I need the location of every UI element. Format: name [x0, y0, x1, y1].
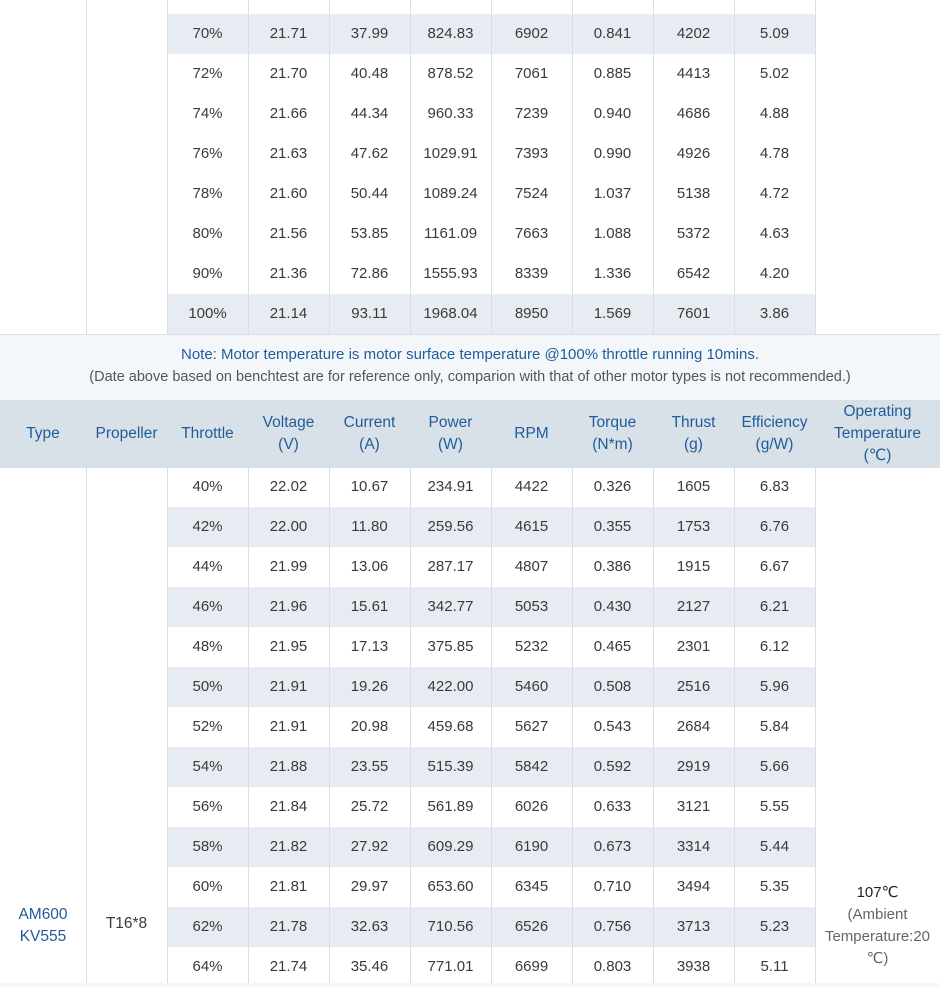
cell-voltage: 21.78 — [269, 918, 308, 935]
cell-throttle: 78% — [192, 185, 223, 202]
cell-thrust: 3121 — [676, 798, 711, 815]
cell-thrust: 1753 — [676, 518, 711, 535]
cell-thrust: 4202 — [676, 25, 711, 42]
cell-throttle: 64% — [192, 958, 223, 975]
cell-throttle: 80% — [192, 225, 223, 242]
cell-power: 653.60 — [427, 878, 474, 895]
cell-torque: 1.569 — [593, 305, 632, 322]
cell-current: 53.85 — [350, 225, 389, 242]
cell-throttle: 54% — [192, 758, 223, 775]
cell-rpm: 4807 — [514, 558, 549, 575]
cell-current: 29.97 — [350, 878, 389, 895]
cell-voltage: 21.88 — [269, 758, 308, 775]
cell-voltage: 21.74 — [269, 958, 308, 975]
cell-efficiency: 5.35 — [759, 878, 790, 895]
cell-voltage: 21.99 — [269, 558, 308, 575]
cell-thrust: 4686 — [676, 105, 711, 122]
cell-power: 375.85 — [427, 638, 474, 655]
cell-thrust: 3314 — [676, 838, 711, 855]
cell-power: 1968.04 — [423, 305, 478, 322]
column-divider — [491, 0, 492, 334]
cell-power: 1555.93 — [423, 265, 478, 282]
cell-voltage: 21.82 — [269, 838, 308, 855]
cell-throttle: 46% — [192, 598, 223, 615]
cell-power: 287.17 — [427, 558, 474, 575]
cell-current: 32.63 — [350, 918, 389, 935]
cell-efficiency: 5.84 — [759, 718, 790, 735]
cell-thrust: 5138 — [676, 185, 711, 202]
cell-voltage: 21.96 — [269, 598, 308, 615]
cell-voltage: 22.02 — [269, 478, 308, 495]
cell-throttle: 100% — [188, 305, 227, 322]
cell-thrust: 6542 — [676, 265, 711, 282]
column-divider — [815, 0, 816, 334]
cell-throttle: 48% — [192, 638, 223, 655]
cell-power: 515.39 — [427, 758, 474, 775]
cell-torque: 0.803 — [593, 958, 632, 975]
cell-current: 35.46 — [350, 958, 389, 975]
header-current: Current (A) — [343, 414, 396, 453]
cell-current: 50.44 — [350, 185, 389, 202]
cell-current: 19.26 — [350, 678, 389, 695]
motor-type-cell: AM600 KV555 — [18, 906, 68, 945]
cell-efficiency: 5.02 — [759, 65, 790, 82]
cell-current: 40.48 — [350, 65, 389, 82]
cell-power: 1089.24 — [423, 185, 478, 202]
cell-power: 960.33 — [427, 105, 474, 122]
cell-torque: 0.673 — [593, 838, 632, 855]
cell-efficiency: 4.63 — [759, 225, 790, 242]
column-divider — [329, 0, 330, 334]
cell-efficiency: 4.88 — [759, 105, 790, 122]
cell-efficiency: 5.44 — [759, 838, 790, 855]
cell-efficiency: 6.76 — [759, 518, 790, 535]
cell-power: 878.52 — [427, 65, 474, 82]
cell-thrust: 2516 — [676, 678, 711, 695]
header-throttle: Throttle — [181, 425, 234, 442]
cell-thrust: 2919 — [676, 758, 711, 775]
cell-power: 1029.91 — [423, 145, 478, 162]
cell-efficiency: 6.67 — [759, 558, 790, 575]
cell-thrust: 2127 — [676, 598, 711, 615]
cell-throttle: 42% — [192, 518, 223, 535]
table-header — [0, 401, 940, 467]
column-divider — [248, 0, 249, 334]
cell-torque: 0.710 — [593, 878, 632, 895]
cell-torque: 0.326 — [593, 478, 632, 495]
cell-torque: 1.088 — [593, 225, 632, 242]
column-divider — [410, 0, 411, 334]
cell-voltage: 21.81 — [269, 878, 308, 895]
cell-torque: 1.336 — [593, 265, 632, 282]
cell-torque: 0.633 — [593, 798, 632, 815]
column-divider — [410, 467, 411, 983]
cell-voltage: 21.66 — [269, 105, 308, 122]
cell-current: 93.11 — [351, 305, 388, 322]
cell-torque: 0.592 — [593, 758, 632, 775]
cell-torque: 0.885 — [593, 65, 632, 82]
header-type: Type — [26, 425, 60, 442]
cell-rpm: 7061 — [514, 65, 549, 82]
cell-rpm: 7393 — [514, 145, 549, 162]
cell-power: 1161.09 — [423, 225, 478, 242]
cell-efficiency: 5.11 — [760, 958, 789, 975]
cell-efficiency: 5.96 — [759, 678, 790, 695]
cell-power: 771.01 — [427, 958, 474, 975]
cell-current: 37.99 — [350, 25, 389, 42]
cell-torque: 0.841 — [593, 25, 632, 42]
cell-throttle: 62% — [192, 918, 223, 935]
cell-torque: 0.386 — [593, 558, 632, 575]
cell-rpm: 4422 — [514, 478, 549, 495]
cell-torque: 0.465 — [593, 638, 632, 655]
cell-efficiency: 6.21 — [759, 598, 790, 615]
propeller-cell: T16*8 — [105, 915, 148, 932]
column-divider — [572, 0, 573, 334]
cell-current: 27.92 — [350, 838, 389, 855]
cell-voltage: 21.36 — [269, 265, 308, 282]
cell-thrust: 1605 — [676, 478, 711, 495]
cell-throttle: 74% — [192, 105, 223, 122]
cell-current: 20.98 — [350, 718, 389, 735]
cell-power: 422.00 — [427, 678, 474, 695]
cell-rpm: 7663 — [514, 225, 549, 242]
cell-throttle: 52% — [192, 718, 223, 735]
note-temperature: Note: Motor temperature is motor surface temperature @100% throttle running 10mins. — [181, 346, 759, 363]
cell-torque: 0.508 — [593, 678, 632, 695]
cell-power: 824.83 — [427, 25, 474, 42]
cell-throttle: 90% — [192, 265, 223, 282]
cell-torque: 0.940 — [593, 105, 632, 122]
cell-efficiency: 3.86 — [759, 305, 790, 322]
cell-torque: 0.355 — [593, 518, 632, 535]
column-divider — [653, 0, 654, 334]
cell-torque: 0.990 — [593, 145, 632, 162]
cell-rpm: 6026 — [514, 798, 549, 815]
cell-voltage: 21.56 — [269, 225, 308, 242]
cell-throttle: 58% — [192, 838, 223, 855]
cell-rpm: 6526 — [514, 918, 549, 935]
divider-top-table-end — [0, 334, 940, 335]
cell-rpm: 4615 — [514, 518, 549, 535]
cell-rpm: 8339 — [514, 265, 549, 282]
cell-rpm: 6902 — [514, 25, 549, 42]
cell-voltage: 22.00 — [269, 518, 308, 535]
column-divider — [815, 467, 816, 983]
cell-thrust: 2301 — [676, 638, 711, 655]
cell-current: 23.55 — [350, 758, 389, 775]
cell-thrust: 3713 — [676, 918, 711, 935]
operating-temperature-cell: 107℃ (Ambient Temperature:20 ℃) — [824, 884, 931, 967]
cell-thrust: 4926 — [676, 145, 711, 162]
cell-rpm: 6190 — [514, 838, 549, 855]
cell-current: 17.13 — [350, 638, 389, 655]
cell-throttle: 72% — [192, 65, 223, 82]
cell-thrust: 5372 — [676, 225, 711, 242]
cell-rpm: 7524 — [514, 185, 549, 202]
cell-power: 710.56 — [427, 918, 474, 935]
cell-thrust: 2684 — [676, 718, 711, 735]
cell-power: 609.29 — [427, 838, 474, 855]
cell-voltage: 21.70 — [269, 65, 308, 82]
column-divider — [167, 467, 168, 983]
cell-efficiency: 5.66 — [759, 758, 790, 775]
divider-header-bottom — [0, 467, 940, 468]
cell-rpm: 6699 — [514, 958, 549, 975]
cell-torque: 0.756 — [593, 918, 632, 935]
cell-efficiency: 6.83 — [759, 478, 790, 495]
cell-voltage: 21.95 — [269, 638, 308, 655]
header-propeller: Propeller — [95, 425, 158, 442]
cell-thrust: 7601 — [676, 305, 711, 322]
cell-throttle: 56% — [192, 798, 223, 815]
cell-power: 342.77 — [427, 598, 474, 615]
cell-rpm: 7239 — [514, 105, 549, 122]
cell-current: 47.62 — [350, 145, 389, 162]
cell-efficiency: 5.23 — [759, 918, 790, 935]
cell-thrust: 4413 — [676, 65, 711, 82]
cell-throttle: 70% — [192, 25, 223, 42]
cell-power: 459.68 — [427, 718, 474, 735]
cell-efficiency: 4.20 — [759, 265, 790, 282]
cell-rpm: 5842 — [514, 758, 549, 775]
cell-rpm: 5627 — [514, 718, 549, 735]
cell-power: 234.91 — [427, 478, 474, 495]
cell-rpm: 5053 — [514, 598, 549, 615]
cell-torque: 0.543 — [593, 718, 632, 735]
note-disclaimer: (Date above based on benchtest are for reference only, comparion with that of other motor types is not recommended.) — [89, 369, 851, 385]
divider-header-top — [0, 400, 940, 401]
column-divider — [329, 467, 330, 983]
header-power: Power (W) — [428, 414, 473, 453]
header-voltage: Voltage (V) — [262, 414, 315, 453]
cell-efficiency: 4.72 — [759, 185, 790, 202]
cell-throttle: 60% — [192, 878, 223, 895]
header-thrust: Thrust (g) — [671, 414, 716, 453]
header-operating-temperature: Operating Temperature (℃) — [833, 403, 921, 464]
cell-thrust: 3938 — [676, 958, 711, 975]
column-divider — [491, 467, 492, 983]
cell-voltage: 21.84 — [269, 798, 308, 815]
cell-current: 11.80 — [351, 518, 388, 535]
cell-throttle: 44% — [192, 558, 223, 575]
column-divider — [86, 0, 87, 334]
cell-throttle: 50% — [192, 678, 223, 695]
cell-current: 25.72 — [350, 798, 389, 815]
cell-throttle: 76% — [192, 145, 223, 162]
cell-thrust: 3494 — [676, 878, 711, 895]
cell-voltage: 21.71 — [269, 25, 308, 42]
cell-power: 259.56 — [427, 518, 474, 535]
column-divider — [248, 467, 249, 983]
cell-torque: 0.430 — [593, 598, 632, 615]
cell-rpm: 6345 — [514, 878, 549, 895]
cell-efficiency: 5.55 — [759, 798, 790, 815]
cell-current: 10.67 — [350, 478, 389, 495]
column-divider — [167, 0, 168, 334]
cell-current: 44.34 — [350, 105, 389, 122]
cell-current: 15.61 — [350, 598, 389, 615]
cell-current: 72.86 — [350, 265, 389, 282]
cell-voltage: 21.63 — [269, 145, 308, 162]
cell-efficiency: 6.12 — [759, 638, 790, 655]
cell-voltage: 21.91 — [269, 678, 308, 695]
cell-throttle: 40% — [192, 478, 223, 495]
cell-voltage: 21.14 — [269, 305, 308, 322]
header-rpm: RPM — [514, 425, 549, 442]
cell-current: 13.06 — [350, 558, 389, 575]
cell-efficiency: 5.09 — [759, 25, 790, 42]
cell-power: 561.89 — [427, 798, 474, 815]
column-divider — [572, 467, 573, 983]
column-divider — [653, 467, 654, 983]
header-torque: Torque (N*m) — [588, 414, 637, 453]
cell-voltage: 21.60 — [269, 185, 308, 202]
column-divider — [86, 467, 87, 983]
cell-voltage: 21.91 — [269, 718, 308, 735]
cell-rpm: 8950 — [514, 305, 549, 322]
header-efficiency: Efficiency (g/W) — [741, 414, 808, 453]
cell-rpm: 5232 — [514, 638, 549, 655]
cell-efficiency: 4.78 — [759, 145, 790, 162]
cell-torque: 1.037 — [593, 185, 632, 202]
cell-rpm: 5460 — [514, 678, 549, 695]
cell-thrust: 1915 — [676, 558, 711, 575]
column-divider — [734, 467, 735, 983]
column-divider — [734, 0, 735, 334]
